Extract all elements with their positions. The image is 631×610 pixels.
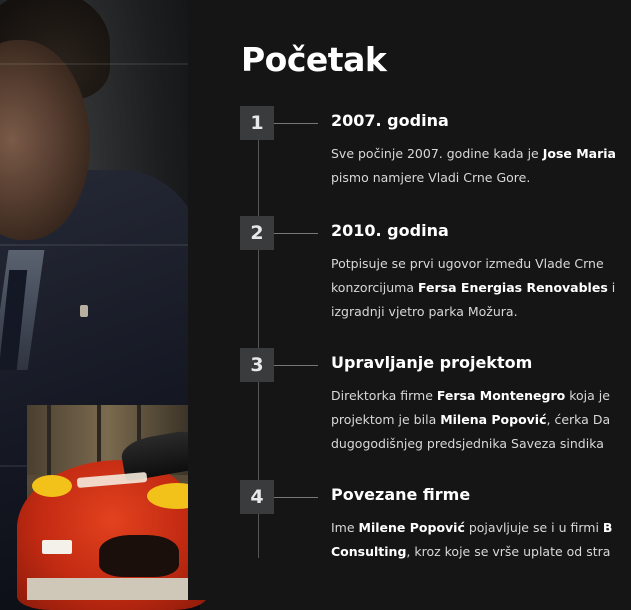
description-text: Direktorka firme xyxy=(331,388,437,403)
description-line xyxy=(331,540,631,564)
description-text: Potpisuje se prvi ugovor između Vlade Crne xyxy=(331,256,604,271)
photo-scanline xyxy=(0,63,188,65)
step-connector xyxy=(274,497,318,498)
step-description xyxy=(331,516,631,564)
description-text: izgradnji vjetro parka Možura. xyxy=(331,304,518,319)
highlighted-name: Milene Popović xyxy=(358,520,465,535)
highlighted-name: Fersa Energias Renovables xyxy=(418,280,608,295)
description-line xyxy=(331,384,631,408)
step-description xyxy=(331,142,631,190)
race-car-photo xyxy=(27,405,188,600)
description-text: pojavljuje se i u firmi xyxy=(464,520,603,535)
car-number-plate xyxy=(42,540,72,554)
description-line xyxy=(331,252,631,276)
highlighted-name: Fersa Montenegro xyxy=(436,388,566,403)
photo-scanline xyxy=(0,244,188,246)
description-text: pismo namjere Vladi Crne Gore. xyxy=(331,170,531,185)
car-flame-decal xyxy=(32,475,72,497)
description-line xyxy=(331,516,631,540)
page-title: Početak xyxy=(241,40,387,79)
photo-lapel-pin xyxy=(80,305,88,317)
description-text: , kroz koje se vrše uplate od stra xyxy=(406,544,611,559)
garage-floor xyxy=(27,578,188,600)
description-line xyxy=(331,276,631,300)
step-number-badge: 1 xyxy=(240,106,274,140)
description-text: koja je xyxy=(565,388,610,403)
highlighted-name: Milena Popović xyxy=(440,412,547,427)
hero-photo xyxy=(0,0,188,600)
highlighted-name: Consulting xyxy=(331,544,407,559)
garage-scaffold xyxy=(47,405,51,475)
description-line xyxy=(331,142,631,166)
step-connector xyxy=(274,233,318,234)
car-air-intake xyxy=(99,535,179,577)
step-description xyxy=(331,384,631,456)
step-number-badge: 2 xyxy=(240,216,274,250)
highlighted-name: Jose Maria xyxy=(542,146,616,161)
description-text: konzorcijuma xyxy=(331,280,418,295)
description-text: , ćerka Da xyxy=(546,412,611,427)
description-text: projektom je bila xyxy=(331,412,441,427)
step-heading: Povezane firme xyxy=(331,485,471,504)
description-text: i xyxy=(607,280,616,295)
highlighted-name: B xyxy=(602,520,613,535)
step-connector xyxy=(274,365,318,366)
description-text: dugogodišnjeg predsjednika Saveza sindika xyxy=(331,436,604,451)
description-line xyxy=(331,300,631,324)
step-connector xyxy=(274,123,318,124)
step-number-badge: 4 xyxy=(240,480,274,514)
description-line xyxy=(331,408,631,432)
step-heading: 2010. godina xyxy=(331,221,449,240)
description-text: Ime xyxy=(331,520,359,535)
step-description xyxy=(331,252,631,324)
description-line xyxy=(331,166,631,190)
step-number-badge: 3 xyxy=(240,348,274,382)
description-line xyxy=(331,432,631,456)
step-heading: 2007. godina xyxy=(331,111,449,130)
description-text: Sve počinje 2007. godine kada je xyxy=(331,146,543,161)
step-heading: Upravljanje projektom xyxy=(331,353,533,372)
timeline-section xyxy=(188,0,616,600)
